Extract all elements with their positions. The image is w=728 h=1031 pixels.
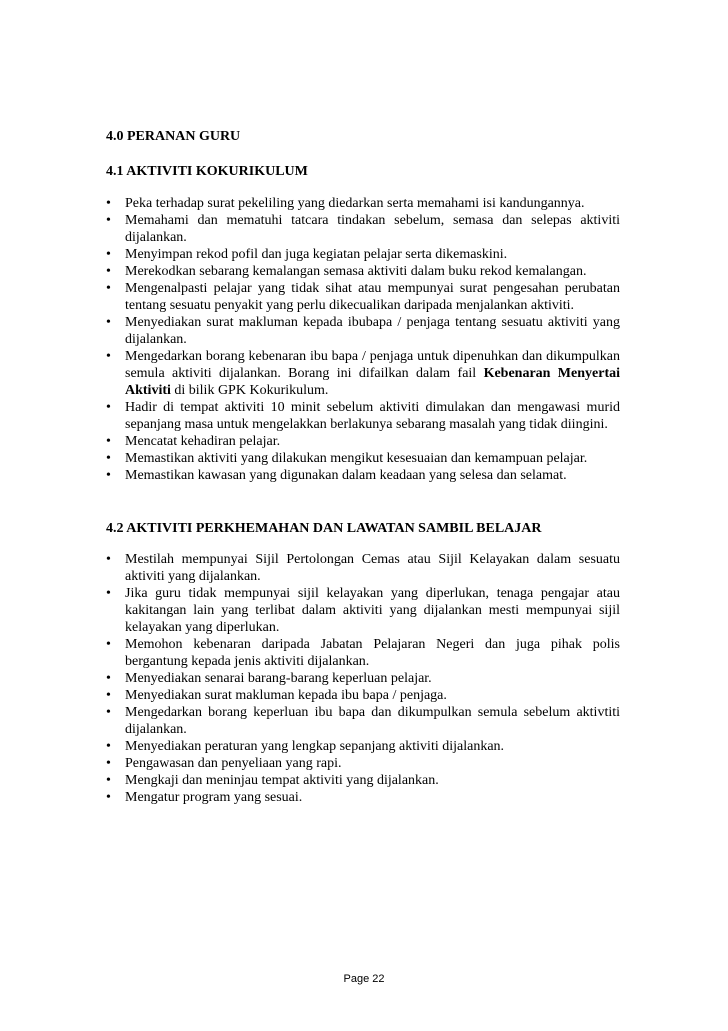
bullet-icon: • bbox=[106, 434, 111, 449]
list-item-text: Memastikan kawasan yang digunakan dalam keadaan yang selesa dan selamat. bbox=[125, 468, 567, 483]
list-item bbox=[106, 755, 620, 772]
list-item-text: Mencatat kehadiran pelajar. bbox=[125, 434, 281, 449]
list-item-text: Menyediakan peraturan yang lengkap sepanjang aktiviti dijalankan. bbox=[125, 739, 505, 754]
list-item bbox=[106, 263, 620, 280]
bullet-icon: • bbox=[106, 671, 111, 686]
bullet-icon: • bbox=[106, 756, 111, 771]
list-item-text: Memastikan aktiviti yang dilakukan mengikut kesesuaian dan kemampuan pelajar. bbox=[125, 451, 588, 466]
list-item bbox=[106, 433, 620, 450]
list-item bbox=[106, 450, 620, 467]
bullet-icon: • bbox=[106, 468, 111, 483]
list-item-text: Mengkaji dan meninjau tempat aktiviti yang dijalankan. bbox=[125, 773, 439, 788]
bullet-icon: • bbox=[106, 451, 111, 466]
list-item bbox=[106, 467, 620, 484]
bullet-icon: • bbox=[106, 213, 111, 228]
list-item-text: Mengedarkan borang keperluan ibu bapa dan dikumpulkan semula sebelum aktivtiti dijalankan. bbox=[125, 705, 620, 737]
bullet-icon: • bbox=[106, 705, 111, 720]
list-item-text: Hadir di tempat aktiviti 10 minit sebelum aktiviti dimulakan dan mengawasi murid sepanjang masa untuk mengelakkan berlakunya sebarang masalah yang tidak diingini. bbox=[125, 400, 620, 432]
bullet-icon: • bbox=[106, 637, 111, 652]
bullet-icon: • bbox=[106, 349, 111, 364]
list-item bbox=[106, 246, 620, 263]
bold-reference: Kebenaran Menyertai Aktiviti bbox=[125, 366, 620, 398]
list-item-text: Menyediakan senarai barang-barang keperluan pelajar. bbox=[125, 671, 432, 686]
bullet-icon: • bbox=[106, 315, 111, 330]
list-item bbox=[106, 551, 620, 585]
bullet-icon: • bbox=[106, 400, 111, 415]
list-item bbox=[106, 195, 620, 212]
list-item-text: Menyediakan surat makluman kepada ibubapa / penjaga tentang sesuatu aktiviti yang dijalankan. bbox=[125, 315, 620, 347]
list-item bbox=[106, 585, 620, 636]
bullet-icon: • bbox=[106, 281, 111, 296]
list-item-text: Menyimpan rekod pofil dan juga kegiatan pelajar serta dikemaskini. bbox=[125, 247, 508, 262]
list-item-text: Merekodkan sebarang kemalangan semasa aktiviti dalam buku rekod kemalangan. bbox=[125, 264, 587, 279]
bullet-icon: • bbox=[106, 739, 111, 754]
list-item bbox=[106, 280, 620, 314]
list-item bbox=[106, 687, 620, 704]
list-item bbox=[106, 212, 620, 246]
list-item-text: Menyediakan surat makluman kepada ibu bapa / penjaga. bbox=[125, 688, 447, 703]
list-item-text: Memohon kebenaran daripada Jabatan Pelajaran Negeri dan juga pihak polis bergantung kepada jenis aktiviti dijalankan. bbox=[125, 637, 620, 669]
list-item-text: Jika guru tidak mempunyai sijil kelayakan yang diperlukan, tenaga pengajar atau kakitangan lain yang terlibat dalam aktiviti yang dijalankan mesti mempunyai sijil kelayakan yang diperlukan. bbox=[125, 586, 620, 635]
list-item bbox=[106, 738, 620, 755]
list-item bbox=[106, 670, 620, 687]
list-item-text: Mengedarkan borang kebenaran ibu bapa / penjaga untuk dipenuhkan dan dikumpulkan semula aktiviti dijalankan. Borang ini difailkan dalam fail Kebenaran Menyertai Aktiviti di bilik GPK Kokurikulum. bbox=[125, 349, 620, 398]
list-item-text: Peka terhadap surat pekeliling yang diedarkan serta memahami isi kandungannya. bbox=[125, 196, 585, 211]
page-number: Page 22 bbox=[343, 973, 385, 985]
list-item bbox=[106, 636, 620, 670]
bullet-icon: • bbox=[106, 688, 111, 703]
list-item-text: Mengatur program yang sesuai. bbox=[125, 790, 303, 805]
list-item bbox=[106, 789, 620, 806]
list-item bbox=[106, 314, 620, 348]
bullet-icon: • bbox=[106, 247, 111, 262]
list-item bbox=[106, 348, 620, 399]
section-1-title: 4.1 AKTIVITI KOKURIKULUM bbox=[106, 164, 308, 179]
list-item-text: Memahami dan mematuhi tatcara tindakan sebelum, semasa dan selepas aktiviti dijalankan. bbox=[125, 213, 620, 245]
bullet-icon: • bbox=[106, 552, 111, 567]
bullet-icon: • bbox=[106, 196, 111, 211]
section-1-list bbox=[106, 195, 620, 484]
list-item-text: Pengawasan dan penyeliaan yang rapi. bbox=[125, 756, 342, 771]
section-2-title: 4.2 AKTIVITI PERKHEMAHAN DAN LAWATAN SAMBIL BELAJAR bbox=[106, 521, 542, 536]
list-item bbox=[106, 399, 620, 433]
bullet-icon: • bbox=[106, 264, 111, 279]
list-item bbox=[106, 704, 620, 738]
main-heading: 4.0 PERANAN GURU bbox=[106, 129, 241, 144]
bullet-icon: • bbox=[106, 790, 111, 805]
bullet-icon: • bbox=[106, 586, 111, 601]
section-2-list bbox=[106, 551, 620, 806]
list-item-text: Mengenalpasti pelajar yang tidak sihat atau mempunyai surat pengesahan perubatan tentang sesuatu penyakit yang perlu dikecualikan daripada menjalankan aktiviti. bbox=[125, 281, 620, 313]
list-item bbox=[106, 772, 620, 789]
bullet-icon: • bbox=[106, 773, 111, 788]
list-item-text: Mestilah mempunyai Sijil Pertolongan Cemas atau Sijil Kelayakan dalam sesuatu aktiviti yang dijalankan. bbox=[125, 552, 620, 584]
